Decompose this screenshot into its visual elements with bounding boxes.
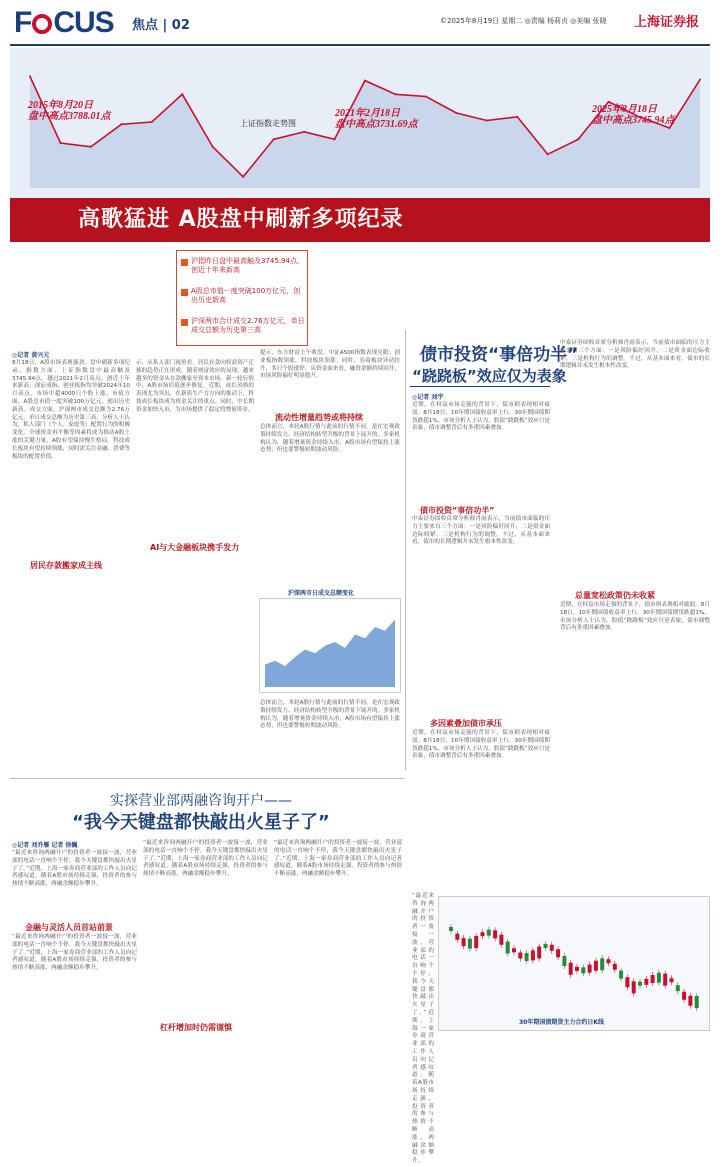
small-chart-title: 沪深两市日成交总额变化 bbox=[288, 590, 355, 597]
bottom-col-5: “最近来咨询两融开户的投资者一波接一波，营业部的电话一直响个不停，我今天键盘都快敲出火星子了。”近期，上海一家券商营业部的工作人员向记者感叹道。随着A股市场持续走强，投资者的参与热情不断高涨，两融余额稳步攀升。 bbox=[412, 893, 434, 1165]
kline-candle bbox=[688, 996, 692, 1006]
kline-candle bbox=[638, 982, 642, 986]
right-col-5: 近期，在权益市场走强的背景下，债市则表现相对疲弱。8月18日，10年期国债收益率上行，30年期国债期货跌超1%。市场分析人士认为，股债“跷跷板”效应只是表象，债市调整背后有多重因素叠加。 bbox=[560, 602, 710, 632]
index-point bbox=[59, 142, 61, 144]
right-title-rule bbox=[410, 386, 550, 387]
chart-title: 上证指数走势图 bbox=[240, 119, 296, 128]
right-subhead-2: 总量宽松政策仍未收紧 bbox=[575, 591, 655, 600]
bottom-col-1: “最近来咨询两融开户的投资者一波接一波，营业部的电话一直响个不停，我今天键盘都快敲出火星子了。”近期，上海一家券商营业部的工作人员向记者感叹道。随着A股市场持续走强，投资者的参与热情不断高涨，两融余额稳步攀升。 bbox=[12, 850, 137, 888]
kline-candle bbox=[468, 939, 472, 949]
index-point bbox=[486, 120, 488, 122]
kline-candle bbox=[562, 956, 566, 966]
kline-candle bbox=[481, 932, 485, 936]
kline-candle bbox=[518, 953, 522, 959]
index-point bbox=[577, 138, 579, 140]
kline-candle bbox=[625, 977, 629, 987]
bond-futures-kline-panel bbox=[438, 896, 710, 1031]
bullet-square-icon bbox=[181, 259, 188, 266]
volume-area bbox=[265, 620, 395, 688]
callout-2021 bbox=[335, 108, 418, 130]
index-point bbox=[120, 123, 122, 125]
index-point bbox=[273, 138, 275, 140]
callout-2025-value: 盘中高点3745.94点 bbox=[592, 115, 675, 126]
right-subhead-1: 债市投资“事倍功半” bbox=[420, 506, 495, 515]
volume-chart-panel bbox=[259, 598, 401, 693]
left-col-4: 总体而言，本轮A股行情与此前的行情不同，是在宏观政策持续发力、经济结构转型升级的背景下展开的。多家机构认为，随着增量资金持续入市，A股市场有望保持上涨态势，但也要警惕短期波动风险。 bbox=[260, 424, 400, 454]
kline-candle bbox=[550, 945, 554, 951]
right-title-2: “跷跷板”效应仅为表象 bbox=[412, 367, 567, 385]
callout-2025-date: 2025年8月18日 bbox=[592, 104, 657, 115]
index-point bbox=[455, 112, 457, 114]
kline-candle bbox=[600, 958, 604, 970]
right-title-1: 债市投资“事倍功半” bbox=[420, 345, 579, 365]
kline-candle bbox=[499, 935, 503, 945]
kline-candle bbox=[657, 973, 661, 983]
index-point bbox=[212, 146, 214, 148]
kline-candle bbox=[493, 930, 497, 938]
index-point bbox=[394, 93, 396, 95]
index-point bbox=[242, 176, 244, 178]
kline-candle bbox=[695, 996, 699, 1008]
kline-candle bbox=[663, 974, 667, 986]
bottom-col-4: “最近来咨询两融开户的投资者一波接一波，营业部的电话一直响个不停，我今天键盘都快敲出火星子了。”近期，上海一家券商营业部的工作人员向记者感叹道。随着A股市场持续走强，投资者的参与热情不断高涨，两融余额稳步攀升。 bbox=[274, 840, 402, 878]
kline-candle bbox=[644, 979, 648, 985]
left-subhead-3: 流动性增量趋势或将持续 bbox=[275, 413, 363, 422]
kline-candle bbox=[474, 936, 478, 948]
left-subhead-2: AI与大金融板块携手发力 bbox=[150, 543, 240, 552]
index-point bbox=[608, 101, 610, 103]
left-col-3: 提示，东方财富上午收盘，中证A500指数表现亮眼；创业板指数领涨，科技板块领涨。同时，券商板块异动拉升，多只个股涨停。从资金面来看，融资余额持续回升，市场风险偏好明显提升。 bbox=[260, 350, 400, 380]
column-divider bbox=[405, 330, 406, 770]
kline-candle bbox=[594, 961, 598, 971]
kline-candle bbox=[613, 964, 617, 970]
callout-2015-date: 2015年8月20日 bbox=[28, 100, 93, 111]
bottom-col-2: “最近来咨询两融开户的投资者一波接一波，营业部的电话一直响个不停，我今天键盘都快敲出火星子了。”近期，上海一家券商营业部的工作人员向记者感叹道。随着A股市场持续走强，投资者的参与热情不断高涨，两融余额稳步攀升。 bbox=[12, 934, 137, 972]
kline-candle bbox=[487, 930, 491, 936]
kline-candle bbox=[525, 953, 529, 961]
kline-candle bbox=[455, 934, 459, 940]
right-col-4: 中泰证券固收首席分析师肖雨表示，当前债市面临的压力主要来自三个方面：一是风险偏好回升，二是资金面边际收紧，三是机构行为的调整。不过，从基本面来看，债市的长期逻辑并未发生根本性改变。 bbox=[560, 340, 710, 370]
left-byline: ◎记者 黄兴元 bbox=[12, 352, 50, 359]
kline-candle bbox=[537, 946, 541, 958]
callout-2015 bbox=[28, 100, 111, 122]
kline-chart bbox=[439, 897, 709, 1015]
left-col-2: 示，从私人部门视角看，居民存款向权益资产迁移的趋势正在形成。随着财富效应的显现，越来越多的资金从存款搬家至资本市场。新一轮行情中，A股市场估值逐步修复。近期，成长风格的表现尤为突出，在新质生产力方向的推动下，科技成长板块成为资金关注的重点。同时，中长期资金加快入市，为市场提供了稳定的增量资金。 bbox=[136, 360, 254, 413]
index-point bbox=[303, 131, 305, 133]
index-point bbox=[29, 75, 31, 77]
bottom-title-1: 实探营业部两融咨询开户—— bbox=[110, 793, 292, 809]
bullet-square-icon bbox=[181, 319, 188, 326]
callout-2021-date: 2021年2月18日 bbox=[335, 108, 400, 119]
kline-chart-title: 30年期国债期货主力合约日K线 bbox=[519, 1019, 604, 1026]
right-col-2: 中泰证券固收首席分析师肖雨表示，当前债市面临的压力主要来自三个方面：一是风险偏好回升，二是资金面边际收紧，三是机构行为的调整。不过，从基本面来看，债市的长期逻辑并未发生根本性改变。 bbox=[412, 516, 550, 546]
right-byline: ◎记者 刘宇 bbox=[412, 394, 444, 401]
callout-2021-value: 盘中高点3731.69点 bbox=[335, 119, 418, 130]
section-label: 焦点 | 02 bbox=[132, 18, 190, 33]
left-col-1: 8月18日，A股市场表现强劲，盘中刷新多项纪录。指数方面，上证指数盘中最高触及3745.94点，越过2021年2月高点，创近十年来新高；深证成指、创业板指均突破2024年10月高点，市场中超4000只个股上涨。市值方面，A股总市值一度突破100万亿元，创出历史新高。成交方面，沪深两市成交总额为2.76万亿元，单日成交总额为历史第三高。分析人士认为，私人部门（个人、家庭等）配置行为的积极变化、全球资金再平衡等因素将成为推动A股上涨的关键力量，A股有望保持慢牛格局。科技成长板块有望持续领涨，同时需关注金融、消费等板块的配置价值。 bbox=[12, 360, 130, 460]
kline-candle bbox=[544, 944, 548, 948]
bottom-subhead-1: 金融与灵活人员首站前景 bbox=[25, 923, 113, 932]
callout-2025 bbox=[592, 104, 675, 126]
index-point bbox=[151, 121, 153, 123]
kline-candle bbox=[575, 967, 579, 971]
section-divider bbox=[10, 778, 405, 779]
kline-candle bbox=[619, 971, 623, 979]
index-point bbox=[425, 96, 427, 98]
index-point bbox=[181, 93, 183, 95]
kline-candle bbox=[682, 992, 686, 1000]
fact-2: A股总市值一度突破100万亿元，创出历史新高 bbox=[191, 287, 301, 304]
index-point bbox=[669, 127, 671, 129]
left-subhead-1: 居民存款搬家成主线 bbox=[30, 561, 102, 570]
kline-candle bbox=[588, 965, 592, 973]
volume-area-chart bbox=[260, 599, 400, 692]
kline-candle bbox=[449, 927, 453, 931]
index-point bbox=[516, 116, 518, 118]
kline-candle bbox=[676, 985, 680, 991]
index-point bbox=[334, 138, 336, 140]
kline-candle bbox=[512, 948, 516, 952]
right-col-3: 近期，在权益市场走强的背景下，债市则表现相对疲弱。8月18日，10年期国债收益率上行，30年期国债期货跌超1%。市场分析人士认为，股债“跷跷板”效应只是表象，债市调整背后有多重因素叠加。 bbox=[412, 730, 550, 760]
bottom-col-3: “最近来咨询两融开户的投资者一波接一波，营业部的电话一直响个不停，我今天键盘都快敲出火星子了。”近期，上海一家券商营业部的工作人员向记者感叹道。随着A股市场持续走强，投资者的参与热情不断高涨，两融余额稳步攀升。 bbox=[143, 840, 268, 878]
kline-candle bbox=[569, 963, 573, 975]
callout-2015-value: 盘中高点3788.01点 bbox=[28, 111, 111, 122]
kline-candle bbox=[462, 938, 466, 946]
kline-candle bbox=[581, 967, 585, 973]
bottom-subhead-2: 杠杆增加时仍需谨慎 bbox=[160, 1023, 232, 1032]
kline-candle bbox=[651, 975, 655, 983]
kline-candle bbox=[556, 949, 560, 957]
right-subhead-3: 多因素叠加债市承压 bbox=[430, 719, 502, 728]
index-point bbox=[364, 80, 366, 82]
main-headline: 高歌猛进 A股盘中刷新多项纪录 bbox=[78, 207, 404, 232]
index-area bbox=[30, 76, 700, 188]
fact-1: 沪指昨日盘中最高触及3745.94点，创近十年来新高 bbox=[191, 257, 304, 274]
kline-candle bbox=[531, 950, 535, 960]
kline-candle bbox=[670, 978, 674, 982]
brand-logo: 上海证券报 bbox=[634, 15, 700, 30]
kline-candle bbox=[632, 981, 636, 993]
index-point bbox=[547, 153, 549, 155]
right-col-1: 近期，在权益市场走强的背景下，债市则表现相对疲弱。8月18日，10年期国债收益率上行，30年期国债期货跌超1%。市场分析人士认为，股债“跷跷板”效应只是表象，债市调整背后有多重因素叠加。 bbox=[412, 402, 550, 432]
fact-3: 沪深两市合计成交2.76万亿元，单日成交总额为历史第三高 bbox=[191, 317, 305, 334]
kline-candle bbox=[607, 959, 611, 963]
focus-logo: F CUS bbox=[14, 6, 114, 39]
index-point bbox=[90, 146, 92, 148]
bullet-square-icon bbox=[181, 289, 188, 296]
index-point bbox=[699, 79, 701, 81]
date-line: ©2025年8月19日 星期二 ◎责编 杨莉贞 ◎美编 张晓 bbox=[440, 17, 607, 25]
key-facts-box bbox=[176, 250, 308, 346]
bottom-byline: ◎记者 刘乔雁 记者 徐巍 bbox=[12, 842, 78, 849]
kline-candle bbox=[506, 942, 510, 954]
logo-circle-icon bbox=[32, 14, 52, 34]
bottom-title-2: “我今天键盘都快敲出火星子了” bbox=[72, 812, 330, 833]
header-rule bbox=[10, 44, 710, 46]
left-col-5: 总体而言，本轮A股行情与此前的行情不同，是在宏观政策持续发力、经济结构转型升级的背景下展开的。多家机构认为，随着增量资金持续入市，A股市场有望保持上涨态势，但也要警惕短期波动风险。 bbox=[260, 700, 400, 730]
